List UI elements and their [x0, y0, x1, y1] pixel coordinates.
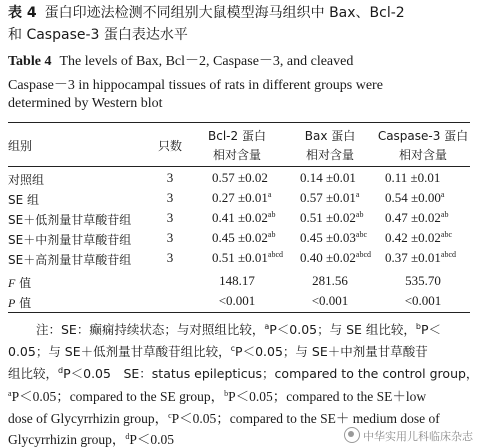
- row-n-text: 3: [166, 230, 174, 245]
- note-line-1: [36, 320, 470, 338]
- note-en-4b: P＜0.05；compared to the SE＋low: [228, 389, 427, 404]
- row-group: [8, 251, 131, 268]
- header-bax-2: 相对含量: [305, 148, 354, 162]
- row-bax: [300, 170, 356, 186]
- row-bcl2-text: 0.51 ±0.01: [212, 250, 268, 265]
- header-casp-1: Caspase-3 蛋白: [377, 129, 469, 143]
- header-group: 组别: [8, 139, 33, 153]
- note-en-sup-d: d: [125, 432, 130, 441]
- row-bcl2: [212, 170, 268, 186]
- note-line-4: [8, 385, 470, 405]
- row-bcl2-sup: a: [267, 190, 272, 199]
- row-casp-sup: abc: [440, 230, 452, 239]
- header-bax-1: Bax 蛋白: [304, 129, 356, 143]
- row-casp-sup: abcd: [440, 250, 456, 259]
- row-group-text: SE 组: [8, 193, 40, 207]
- row-bcl2-sup: abcd: [267, 250, 283, 259]
- table-header-rule: [8, 166, 470, 167]
- table-bottom-rule: [8, 312, 470, 313]
- note-sup-c: c: [230, 344, 236, 353]
- row-bax-sup: abc: [355, 230, 367, 239]
- row-bcl2-text: 0.57 ±0.02: [212, 170, 268, 185]
- row-bcl2-sup: ab: [267, 210, 276, 219]
- row-bax-sup: abcd: [355, 250, 371, 259]
- note-zh-3a: 组比较，: [8, 366, 59, 381]
- row-casp-text: 0.42 ±0.02: [385, 230, 441, 245]
- caption-cn-title-1: 蛋白印迹法检测不同组别大鼠模型海马组织中 Bax、Bcl-2: [44, 5, 405, 21]
- f-row-label: F 值: [8, 276, 32, 290]
- note-sup-d: d: [58, 366, 64, 375]
- p-row-label: P 值: [8, 296, 32, 310]
- row-casp-text: 0.54 ±0.00: [385, 190, 441, 205]
- note-zh-1c: P＜: [420, 322, 442, 337]
- note-line-6: [8, 428, 308, 448]
- row-casp-sup: ab: [440, 210, 449, 219]
- note-en-sup-a: a: [8, 389, 12, 398]
- row-bax-sup: a: [355, 190, 360, 199]
- note-line-2: [8, 342, 470, 360]
- header-casp-2: 相对含量: [398, 148, 447, 162]
- row-n-text: 3: [166, 170, 174, 185]
- row-bcl2-text: 0.27 ±0.01: [212, 190, 268, 205]
- row-n: [150, 170, 190, 186]
- row-group: [8, 171, 44, 188]
- row-bax-text: 0.14 ±0.01: [300, 170, 356, 185]
- row-group-text: SE＋高剂量甘草酸苷组: [8, 253, 132, 267]
- row-n: [150, 230, 190, 246]
- note-zh-2a: 0.05；与 SE＋低剂量甘草酸苷组比较，: [8, 344, 231, 359]
- row-bcl2-text: 0.45 ±0.02: [212, 230, 268, 245]
- row-group: [8, 191, 39, 208]
- caption-en-title-3: determined by Western blot: [8, 96, 163, 111]
- note-en-5b: P＜0.05；compared to the SE＋ medium dose of: [171, 411, 440, 426]
- caption-en-line-1: [8, 50, 353, 70]
- row-n-text: 3: [166, 190, 174, 205]
- row-bcl2-sup: ab: [267, 230, 276, 239]
- row-bcl2: [212, 210, 275, 226]
- note-zh-2b: P＜0.05；与 SE＋中剂量甘草酸苷: [235, 344, 428, 359]
- header-bcl2-2: 相对含量: [212, 148, 261, 162]
- note-sup-b: b: [415, 322, 421, 331]
- row-n: [150, 250, 190, 266]
- note-line-5: [8, 407, 470, 427]
- note-en-5a: dose of Glycyrrhizin group，: [8, 411, 169, 426]
- row-n: [150, 190, 190, 206]
- watermark: [344, 427, 473, 444]
- row-bax-text: 0.40 ±0.02: [300, 250, 356, 265]
- row-casp: [385, 230, 452, 246]
- row-bax: [300, 250, 371, 266]
- row-bcl2: [212, 190, 271, 206]
- row-n-text: 3: [166, 250, 174, 265]
- note-en-6b: P＜0.05: [129, 432, 174, 447]
- row-group-text: 对照组: [8, 173, 45, 187]
- row-group: [8, 231, 131, 248]
- row-group: [8, 211, 131, 228]
- row-casp-text: 0.11 ±0.01: [385, 170, 441, 185]
- p-row-bax: <0.001: [311, 293, 349, 308]
- note-zh-3b: P＜0.05 SE：status epilepticus；compared to the control group，: [63, 366, 479, 381]
- caption-cn-title-2: 和 Caspase-3 蛋白表达水平: [8, 27, 188, 43]
- header-n: 只数: [157, 139, 182, 153]
- p-row-casp: <0.001: [404, 293, 442, 308]
- note-line-3: [8, 364, 479, 382]
- row-bcl2: [212, 250, 283, 266]
- row-bax: [300, 230, 367, 246]
- row-bax: [300, 210, 363, 226]
- row-bcl2-text: 0.41 ±0.02: [212, 210, 268, 225]
- note-en-sup-c: c: [168, 411, 172, 420]
- caption-en-label: Table 4: [8, 54, 52, 69]
- row-bax-text: 0.45 ±0.03: [300, 230, 356, 245]
- wechat-logo-icon: [344, 427, 360, 443]
- note-en-6a: Glycyrrhizin group，: [8, 432, 126, 447]
- row-group-text: SE＋低剂量甘草酸苷组: [8, 213, 132, 227]
- row-bax: [300, 190, 359, 206]
- row-n-text: 3: [166, 210, 174, 225]
- row-casp: [385, 250, 456, 266]
- note-en-4a: P＜0.05；compared to the SE group，: [11, 389, 225, 404]
- caption-cn-label: 表 4: [8, 5, 37, 21]
- table-top-rule: [8, 122, 470, 123]
- row-casp: [385, 190, 444, 206]
- row-bcl2: [212, 230, 275, 246]
- row-casp: [385, 210, 448, 226]
- f-row-bax: 281.56: [312, 273, 348, 288]
- row-casp-text: 0.47 ±0.02: [385, 210, 441, 225]
- note-zh-1a: 注：SE：癫痫持续状态；与对照组比较，: [36, 322, 265, 337]
- watermark-text: 中华实用儿科临床杂志: [363, 430, 473, 443]
- p-row-bcl2: <0.001: [218, 293, 256, 308]
- row-group-text: SE＋中剂量甘草酸苷组: [8, 233, 132, 247]
- row-casp-sup: a: [440, 190, 445, 199]
- caption-en-title-2: Caspase－3 in hippocampal tissues of rats in different groups were: [8, 78, 383, 93]
- caption-cn-line-1: [8, 2, 405, 22]
- row-casp-text: 0.37 ±0.01: [385, 250, 441, 265]
- f-row-casp: 535.70: [405, 273, 441, 288]
- row-bax-text: 0.57 ±0.01: [300, 190, 356, 205]
- row-bax-text: 0.51 ±0.02: [300, 210, 356, 225]
- header-bcl2-1: Bcl-2 蛋白: [208, 129, 266, 143]
- note-sup-a: a: [264, 322, 270, 331]
- row-bax-sup: ab: [355, 210, 364, 219]
- row-casp: [385, 170, 440, 186]
- f-row-bcl2: 148.17: [219, 273, 255, 288]
- note-zh-1b: P＜0.05；与 SE 组比较，: [269, 322, 416, 337]
- caption-en-title-1: The levels of Bax, Bcl－2, Caspase－3, and cleaved: [59, 54, 354, 69]
- row-n: [150, 210, 190, 226]
- note-en-sup-b: b: [224, 389, 229, 398]
